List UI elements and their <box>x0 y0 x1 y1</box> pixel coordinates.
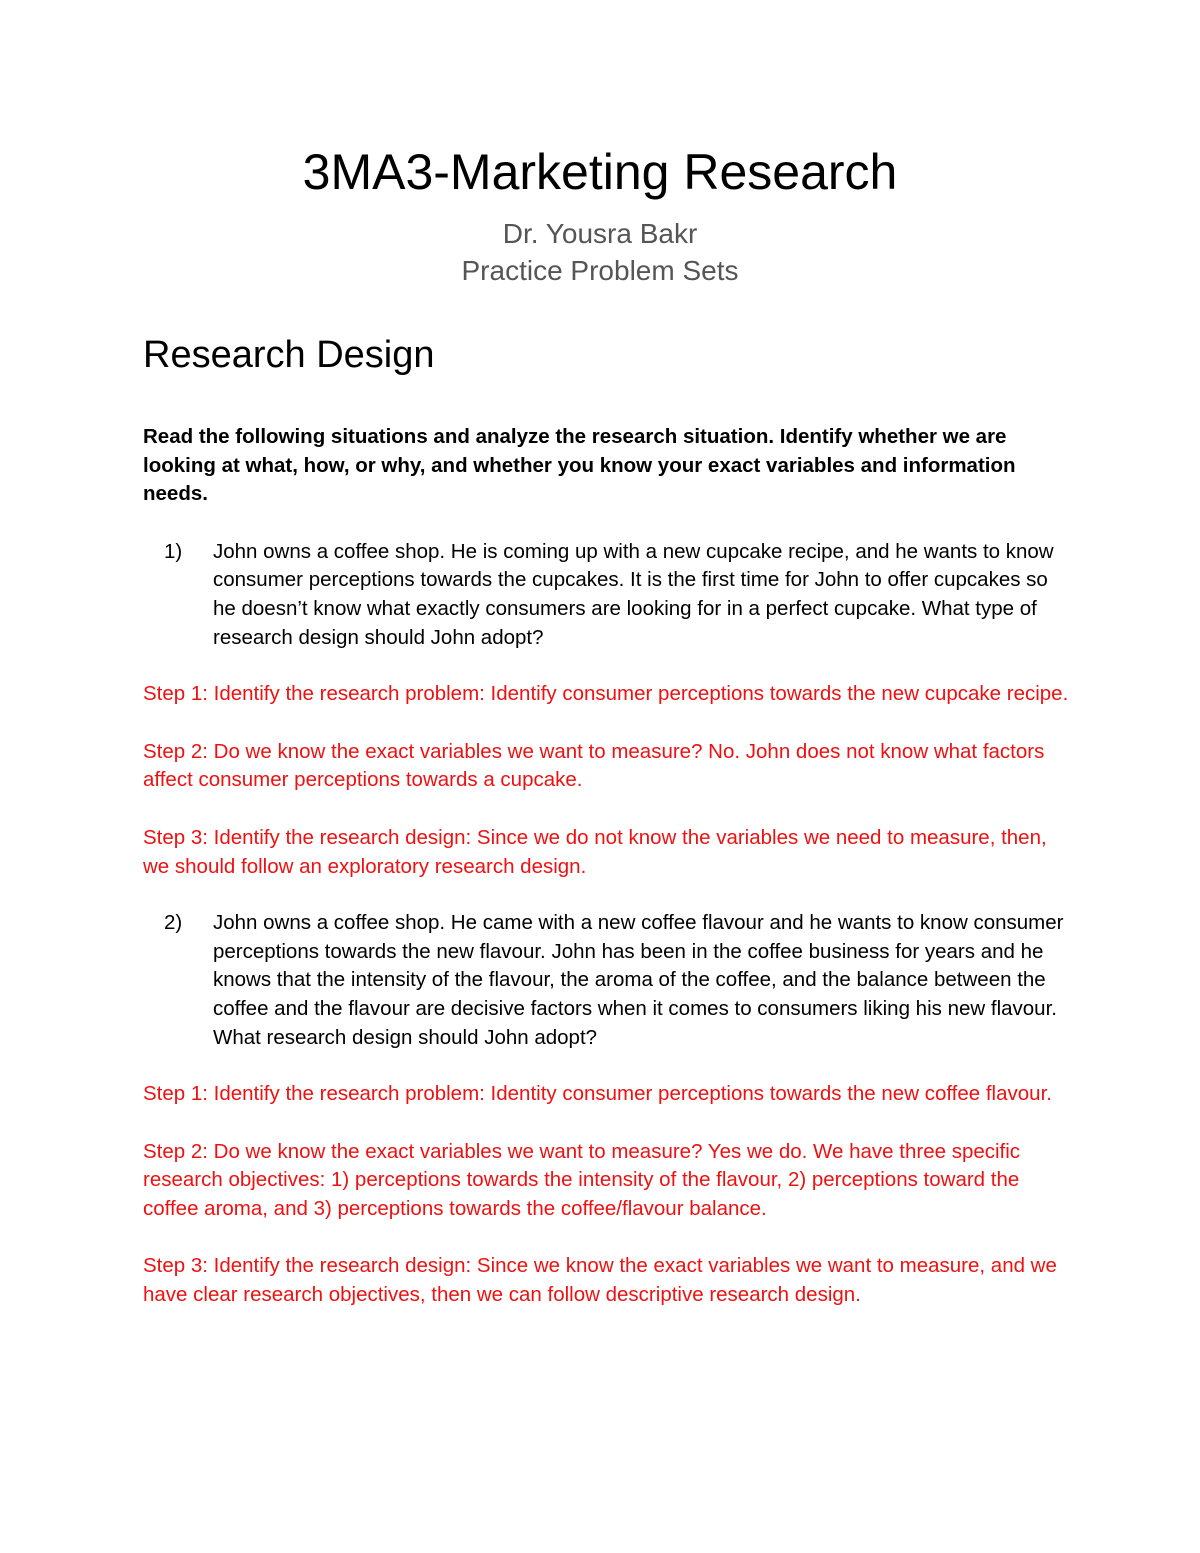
problem-1-step-2: Step 2: Do we know the exact variables we want to measure? No. John does not know what factors affect consumer perceptions towards a cupcake. <box>143 739 1045 792</box>
problem-2-question <box>143 909 1073 1052</box>
problem-1-step-1: Step 1: Identify the research problem: Identify consumer perceptions towards the new cupcake recipe. <box>143 682 1069 706</box>
problem-2-number: 2) <box>164 911 183 935</box>
author-name: Dr. Yousra Bakr <box>502 218 698 249</box>
problem-1-question <box>143 538 1073 652</box>
problem-2-text: John owns a coffee shop. He came with a new coffee flavour and he wants to know consumer perceptions towards the new flavour. John has been in the coffee business for years and he knows that the intensity of the flavour, the aroma of the coffee, and the balance between the coffee and the flavour are decisive factors when it comes to consumers liking his new flavour. What research design should John adopt? <box>213 911 1064 1049</box>
section-heading: Research Design <box>143 334 435 376</box>
problem-2-step-2: Step 2: Do we know the exact variables we want to measure? Yes we do. We have three specific research objectives: 1) perceptions towards the intensity of the flavour, 2) perceptions toward the coffee aroma, and 3) perceptions towards the coffee/flavour balance. <box>143 1139 1021 1220</box>
problem-1-number: 1) <box>164 539 183 563</box>
problem-2-step-3: Step 3: Identify the research design: Since we know the exact variables we want to measure, and we have clear research objectives, then we can follow descriptive research design. <box>143 1254 1057 1307</box>
instructions: Read the following situations and analyze the research situation. Identify whether we are looking at what, how, or why, and whether you know your exact variables and information needs. <box>143 425 1016 506</box>
document-title: 3MA3-Marketing Research <box>302 144 898 200</box>
problem-1-step-3: Step 3: Identify the research design: Since we do not know the variables we need to measure, then, we should follow an exploratory research design. <box>143 825 1047 878</box>
document-body <box>143 423 1073 1310</box>
problem-2-step-1: Step 1: Identify the research problem: Identity consumer perceptions towards the new coffee flavour. <box>143 1082 1052 1106</box>
problem-1-text: John owns a coffee shop. He is coming up with a new cupcake recipe, and he wants to know consumer perceptions towards the cupcakes. It is the first time for John to offer cupcakes so he doesn’t know what exactly consumers are looking for in a perfect cupcake. What type of research design should John adopt? <box>213 539 1054 649</box>
document-subtitle: Practice Problem Sets <box>461 255 739 286</box>
